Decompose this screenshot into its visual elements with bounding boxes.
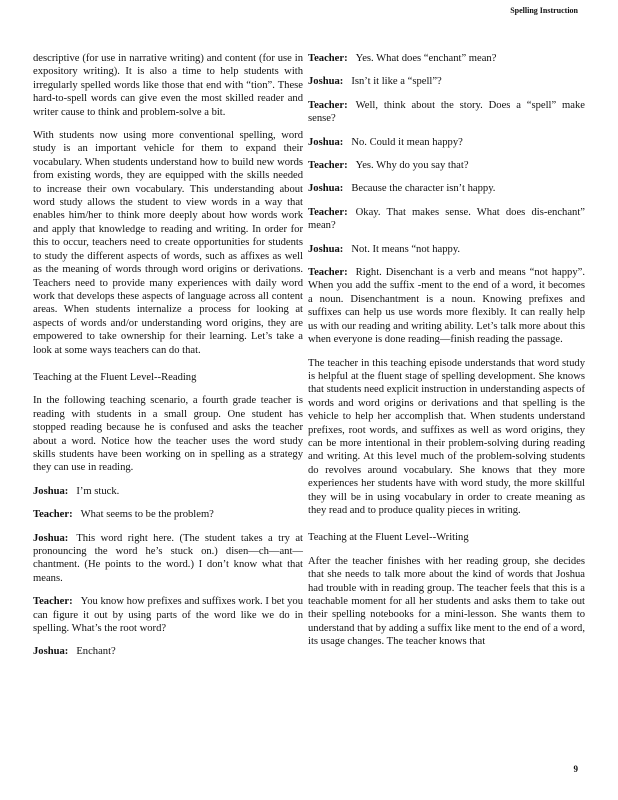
dialogue-line xyxy=(33,532,303,586)
paragraph: In the following teaching scenario, a fourth grade teacher is reading with students in a small group. One student has stopped reading because he is confused and asks the teacher about a word. Notice how the teacher uses the word study skills students have been working on in spelling as a strategy they can use in reading. xyxy=(33,395,303,474)
paragraph: The teacher in this teaching episode understands that word study is helpful at the fluent stage of spelling development. She knows that students need explicit instruction in understanding aspects of words and word origins or derivations and that spelling is the vehicle to help her accomplish that. When students understand prefixes, root words, and suffixes as well as word origins, they can be more intentional in their problem-solving during reading and writing. At this level much of the problem-solving students do revolves around vocabulary. She knows that they more experiences her students have with word study, the more skillful they will be in using vocabulary in order to create meaning as they read and to produce quality pieces in writing. xyxy=(308,357,585,516)
left-column xyxy=(33,52,303,669)
dialogue-text: Yes. Why do you say that? xyxy=(355,160,469,172)
section-heading: Teaching at the Fluent Level--Writing xyxy=(308,532,469,544)
dialogue-line xyxy=(33,645,303,658)
section-heading: Teaching at the Fluent Level--Reading xyxy=(33,371,197,383)
dialogue-line xyxy=(308,243,585,256)
dialogue-line xyxy=(308,159,585,172)
speaker: Joshua: xyxy=(308,76,344,88)
dialogue-text: I’m stuck. xyxy=(76,485,120,497)
speaker: Teacher: xyxy=(33,596,73,608)
speaker: Teacher: xyxy=(308,206,348,218)
speaker: Teacher: xyxy=(308,99,348,111)
dialogue-line xyxy=(308,136,585,149)
dialogue-text: What seems to be the problem? xyxy=(80,509,214,521)
speaker: Teacher: xyxy=(308,53,348,64)
paragraph: After the teacher finishes with her reading group, she decides that she needs to talk more about the kind of words that Joshua had trouble with in reading group. The teacher feels that this is a teachable moment for all her students and asks them to take out their spelling notebooks for a mini-lesson. She wants them to understand that by adding a suffix like ment to the end of a word, its usage changes. The teacher knows that xyxy=(308,555,585,648)
speaker: Joshua: xyxy=(308,243,344,255)
dialogue-line xyxy=(308,52,585,65)
speaker: Teacher: xyxy=(33,509,73,521)
dialogue-line xyxy=(33,508,303,521)
dialogue-text: This word right here. (The student takes a try at pronouncing the word he’s stuck on.) disen—ch—ant—chantment. (He points to the word.) I don’t know what that means. xyxy=(33,532,303,584)
dialogue-text: Yes. What does “enchant” mean? xyxy=(355,53,497,64)
speaker: Joshua: xyxy=(308,183,344,195)
dialogue-text: Okay. That makes sense. What does dis-enchant” mean? xyxy=(308,206,585,232)
paragraph: With students now using more conventional spelling, word study is an important vehicle for them to expand their vocabulary. When students understand how to build new words from existing words, they are equipped with the skills needed to increase their own vocabulary. This understanding about word study allows the student to view words in a way that enables him/her to think more deeply about how words work and apply that knowledge to reading and writing. In order for this to occur, teachers need to create opportunities for students to study the different aspects of words, such as affixes as well as the meaning of words through word origins or derivations. Teachers need to provide many experiences with daily word work that develops these aspects of language across all content areas. When students internalize a process for looking at aspects of words and/or understanding word origins, they are empowered to take ownership for their learning. Let’s take a look at some ways teachers can do that. xyxy=(33,130,303,356)
right-column xyxy=(308,52,585,659)
dialogue-text: No. Could it mean happy? xyxy=(351,136,463,148)
dialogue-text: Enchant? xyxy=(76,646,116,658)
dialogue-text: Isn’t it like a “spell”? xyxy=(351,76,442,88)
speaker: Joshua: xyxy=(33,532,69,544)
speaker: Joshua: xyxy=(308,136,344,148)
dialogue-text: Right. Disenchant is a verb and means “not happy”. When you add the suffix -ment to the end of a word, it becomes a noun. Disenchantment is a noun. Knowing prefixes and suffixes can help us use words more flexibly. It can really help us with our reading and writing ability. Let’s talk more about this when everyone is done reading—finish reading the passage. xyxy=(308,267,585,346)
dialogue-line xyxy=(308,75,585,88)
dialogue-text: Not. It means “not happy. xyxy=(351,243,461,255)
dialogue-text: Because the character isn’t happy. xyxy=(351,183,496,195)
dialogue-text: Well, think about the story. Does a “spell” make sense? xyxy=(308,99,585,125)
paragraph: descriptive (for use in narrative writing) and content (for use in expository writing). It is also a time to help students with irregularly spelled words like those that end with “tion”. These hard-to-spell words can give even the most skilled reader and writer cause to think and problem-solve a bit. xyxy=(33,53,303,118)
dialogue-line xyxy=(308,99,585,126)
dialogue-line xyxy=(33,485,303,498)
running-header: Spelling Instruction xyxy=(510,6,578,15)
speaker: Joshua: xyxy=(33,485,69,497)
dialogue-text: You know how prefixes and suffixes work. I bet you can figure it out by using parts of the word like we do in spelling. What’s the root word? xyxy=(33,596,303,635)
dialogue-line xyxy=(308,182,585,195)
speaker: Teacher: xyxy=(308,160,348,172)
dialogue-line xyxy=(308,266,585,346)
page-number: 9 xyxy=(573,764,578,774)
speaker: Teacher: xyxy=(308,267,348,279)
dialogue-line xyxy=(308,206,585,233)
speaker: Joshua: xyxy=(33,646,69,658)
dialogue-line xyxy=(33,595,303,635)
